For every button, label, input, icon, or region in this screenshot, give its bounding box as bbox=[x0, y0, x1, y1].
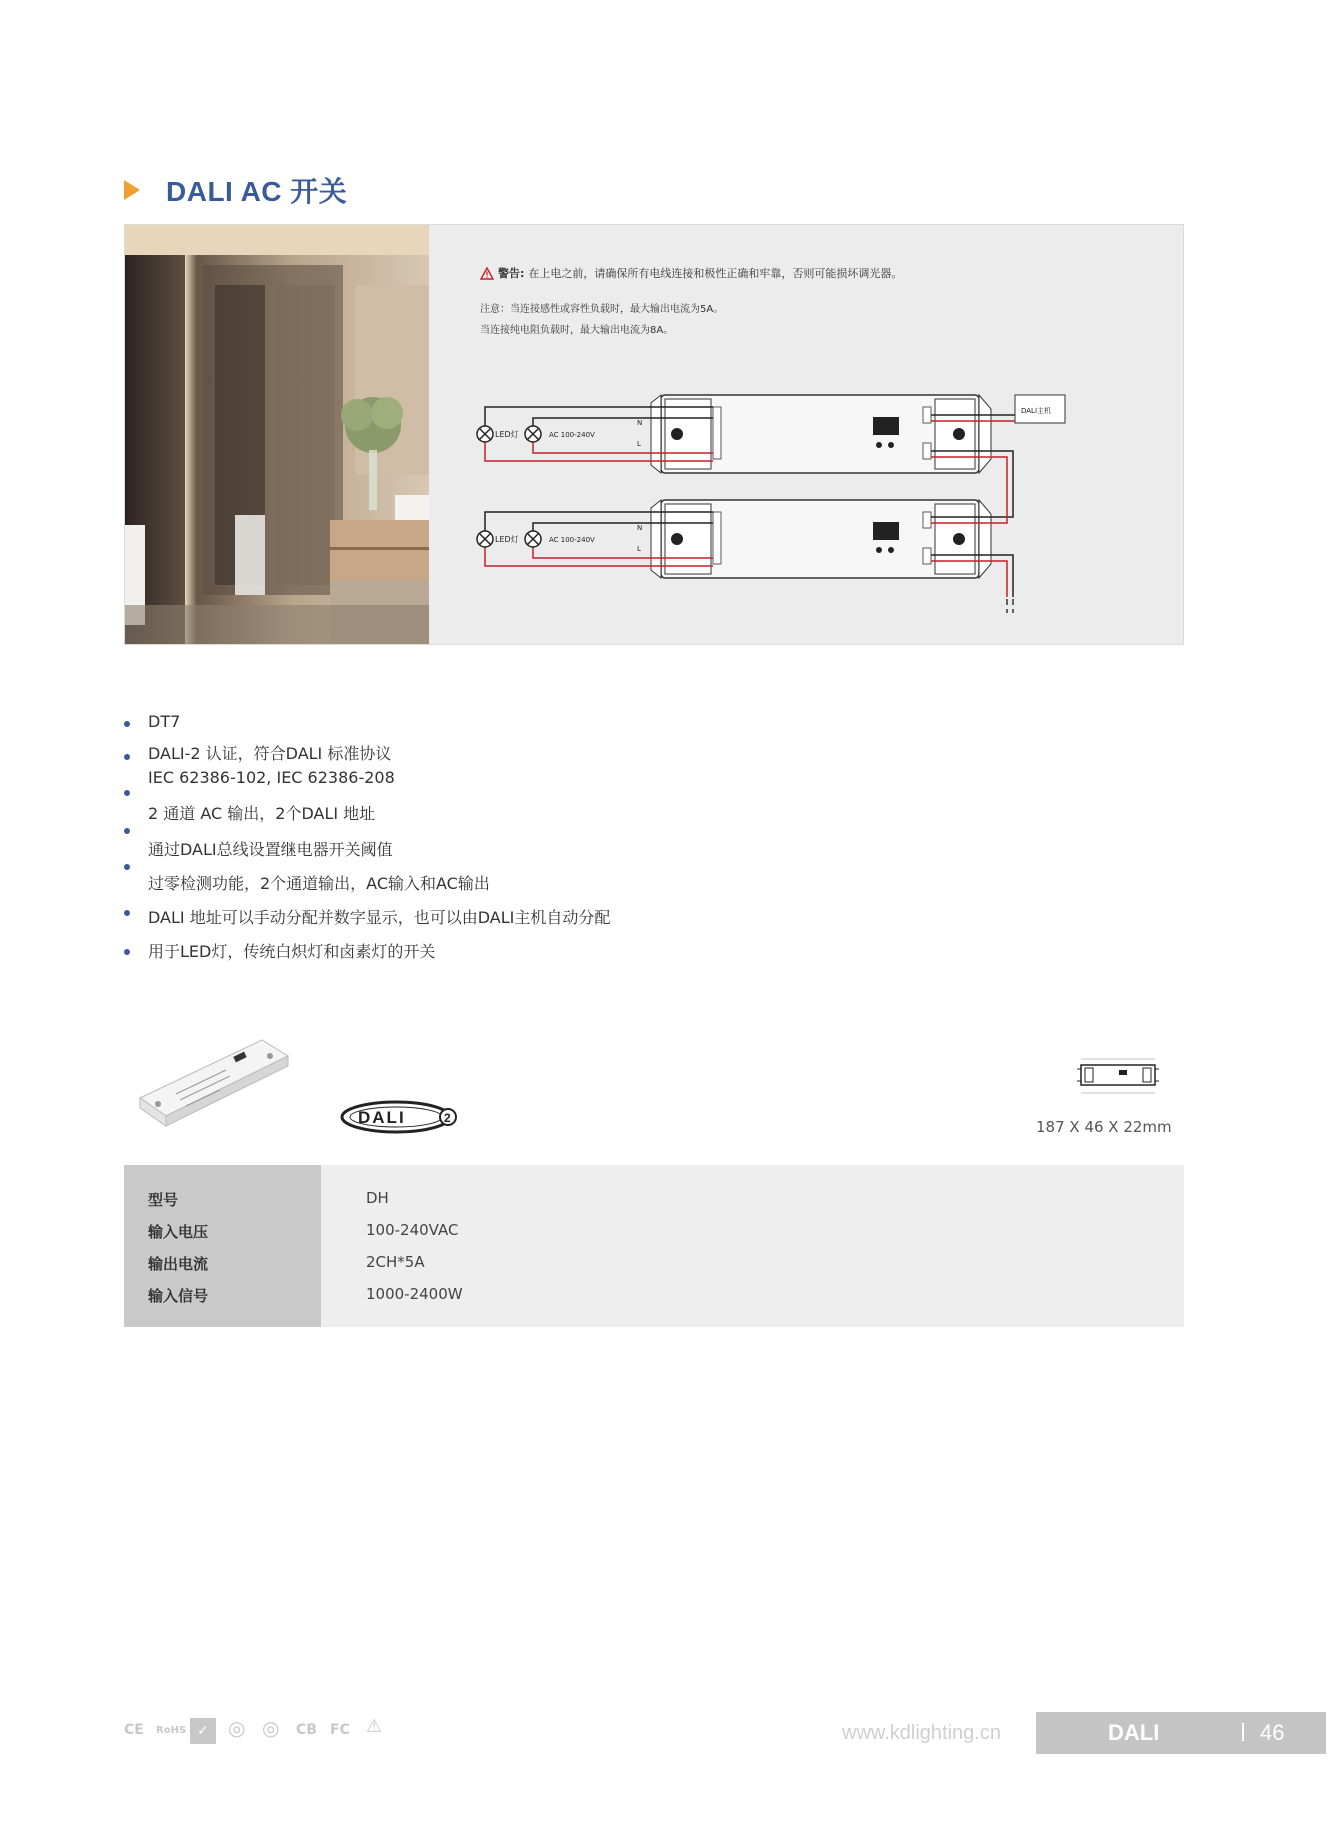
website-link[interactable]: www.kdlighting.cn bbox=[842, 1722, 1001, 1744]
bullet-dot-icon bbox=[124, 949, 130, 955]
feature-text-2: IEC 62386-102, IEC 62386-208 bbox=[148, 768, 395, 787]
spec-label: 输入信号 bbox=[148, 1287, 209, 1305]
spec-value: 100-240VAC bbox=[366, 1221, 459, 1239]
dimension-drawing bbox=[1075, 1055, 1161, 1099]
bathroom-photo bbox=[125, 225, 429, 644]
logo-text: DALI bbox=[358, 1108, 406, 1127]
warning-line bbox=[480, 265, 902, 281]
ac-label: AC 100-240V bbox=[549, 536, 595, 544]
table-row bbox=[124, 1221, 1184, 1253]
ac-label: AC 100-240V bbox=[549, 431, 595, 439]
l-label: L bbox=[637, 545, 641, 553]
cert-circle-icon: ◎ bbox=[262, 1716, 280, 1740]
spec-value: DH bbox=[366, 1189, 389, 1207]
rohs-mark-icon: RoHS bbox=[156, 1725, 187, 1736]
ce-mark-icon: CE bbox=[124, 1722, 144, 1738]
footer-separator bbox=[1242, 1723, 1244, 1741]
note-line-1: 注意：当连接感性或容性负载时，最大输出电流为5A。 bbox=[480, 304, 724, 315]
spec-value: 1000-2400W bbox=[366, 1285, 463, 1303]
spec-label: 输入电压 bbox=[148, 1223, 209, 1241]
lamp-icon bbox=[525, 426, 541, 442]
bullet-dot-icon bbox=[124, 864, 130, 870]
section-header bbox=[124, 170, 347, 210]
cb-mark-icon: CB bbox=[296, 1722, 317, 1738]
dali-master-label: DALI主机 bbox=[1021, 407, 1052, 415]
feature-text: DT7 bbox=[148, 712, 181, 731]
spec-label: 输出电流 bbox=[148, 1255, 209, 1273]
bullet-dot-icon bbox=[124, 721, 130, 727]
hero-panel bbox=[124, 224, 1184, 645]
bullet-dot-icon bbox=[124, 754, 130, 760]
note-line-2: 当连接纯电阻负载时，最大输出电流为8A。 bbox=[480, 325, 674, 336]
page-number: 46 bbox=[1260, 1720, 1285, 1745]
logo-suffix: 2 bbox=[444, 1111, 451, 1125]
feature-text: 通过DALI总线设置继电器开关阈值 bbox=[148, 840, 393, 859]
led-label: LED灯 bbox=[495, 430, 519, 439]
feature-text: DALI-2 认证，符合DALI 标准协议 bbox=[148, 744, 392, 763]
dali2-logo bbox=[340, 1098, 460, 1136]
feature-text: 用于LED灯，传统白炽灯和卤素灯的开关 bbox=[148, 942, 436, 961]
table-row bbox=[124, 1285, 1184, 1317]
page-title: DALI AC 开关 bbox=[166, 176, 348, 207]
feature-text: DALI 地址可以手动分配并数字显示，也可以由DALI主机自动分配 bbox=[148, 908, 611, 927]
lamp-icon bbox=[525, 531, 541, 547]
warning-mark-icon: ⚠ bbox=[366, 1716, 383, 1737]
spec-table bbox=[124, 1165, 1184, 1327]
bullet-dot-icon bbox=[124, 828, 130, 834]
footer-category-bar bbox=[1036, 1712, 1326, 1754]
n-label: N bbox=[637, 524, 643, 532]
dimensions-text: 187 X 46 X 22mm bbox=[1036, 1118, 1172, 1136]
n-label: N bbox=[637, 419, 643, 427]
spec-value: 2CH*5A bbox=[366, 1253, 425, 1271]
bullet-dot-icon bbox=[124, 790, 130, 796]
l-label: L bbox=[637, 440, 641, 448]
triangle-bullet-icon bbox=[124, 180, 140, 200]
led-label: LED灯 bbox=[495, 535, 519, 544]
spec-label: 型号 bbox=[148, 1191, 179, 1209]
warning-label: 警告: bbox=[498, 267, 525, 280]
table-row bbox=[124, 1253, 1184, 1285]
check-mark-icon: ✓ bbox=[190, 1718, 216, 1744]
feature-text: 2 通道 AC 输出，2个DALI 地址 bbox=[148, 804, 376, 823]
cert-circle-icon: ◎ bbox=[228, 1716, 246, 1740]
footer-category: DALI bbox=[1108, 1720, 1160, 1745]
lamp-icon bbox=[477, 531, 493, 547]
wiring-diagram bbox=[429, 225, 1183, 644]
fc-mark-icon: FC bbox=[330, 1722, 350, 1738]
lamp-icon bbox=[477, 426, 493, 442]
feature-text: 过零检测功能，2个通道输出，AC输入和AC输出 bbox=[148, 874, 490, 893]
warning-text: 在上电之前，请确保所有电线连接和极性正确和牢靠，否则可能损坏调光器。 bbox=[528, 267, 903, 280]
bullet-dot-icon bbox=[124, 910, 130, 916]
table-row bbox=[124, 1189, 1184, 1221]
product-photo bbox=[136, 1034, 296, 1134]
warning-triangle-icon bbox=[480, 267, 494, 280]
